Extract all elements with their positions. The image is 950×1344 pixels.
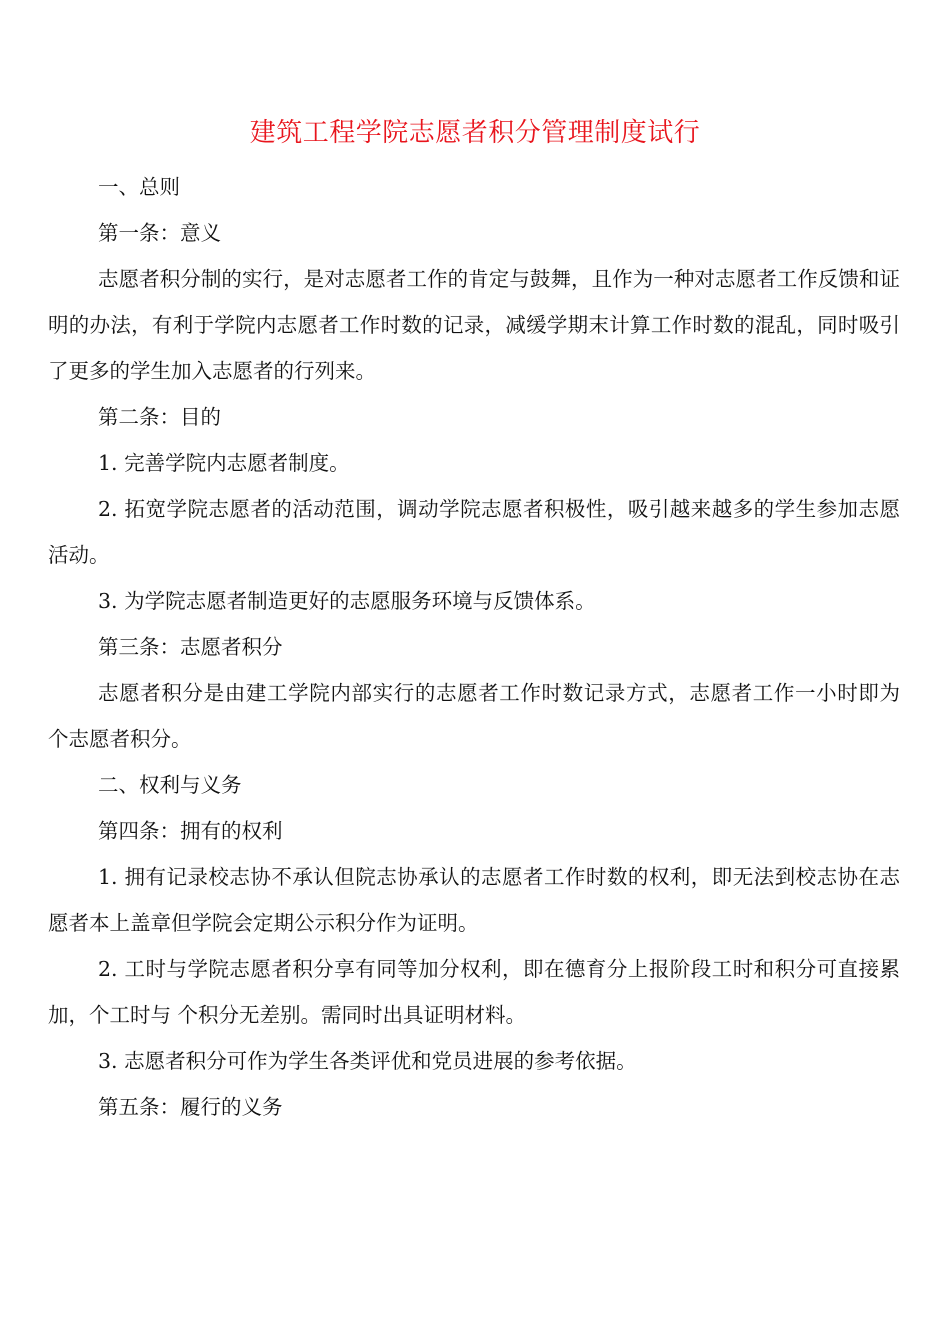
- article-5-heading: 第五条：履行的义务: [98, 1095, 283, 1119]
- article-2-heading: 第二条：目的: [98, 405, 221, 429]
- article-1-body: 志愿者积分制的实行，是对志愿者工作的肯定与鼓舞，且作为一种对志愿者工作反馈和证明的办法，有利于学院内志愿者工作时数的记录，减缓学期末计算工作时数的混乱，同时吸引了更多的学生加入志愿者的行列来。: [48, 267, 900, 383]
- article-2-item-2: 2. 拓宽学院志愿者的活动范围，调动学院志愿者积极性，吸引越来越多的学生参加志愿活动。: [48, 497, 900, 567]
- document-title: 建筑工程学院志愿者积分管理制度试行: [249, 118, 701, 148]
- article-2-item-3: 3. 为学院志愿者制造更好的志愿服务环境与反馈体系。: [98, 589, 596, 613]
- article-1-heading: 第一条：意义: [98, 221, 221, 245]
- section-heading-general: 一、总则: [98, 175, 180, 199]
- article-3-heading: 第三条：志愿者积分: [98, 635, 283, 659]
- section-heading-rights-duties: 二、权利与义务: [98, 773, 242, 797]
- article-4-item-3: 3. 志愿者积分可作为学生各类评优和党员进展的参考依据。: [98, 1049, 637, 1073]
- article-4-item-2: 2. 工时与学院志愿者积分享有同等加分权利，即在德育分上报阶段工时和积分可直接累加，个工时与 个积分无差别。需同时出具证明材料。: [48, 957, 900, 1027]
- article-4-item-1: 1. 拥有记录校志协不承认但院志协承认的志愿者工作时数的权利，即无法到校志协在志愿者本上盖章但学院会定期公示积分作为证明。: [48, 865, 900, 935]
- article-4-heading: 第四条：拥有的权利: [98, 819, 283, 843]
- article-2-item-1: 1. 完善学院内志愿者制度。: [98, 451, 350, 475]
- article-3-body: 志愿者积分是由建工学院内部实行的志愿者工作时数记录方式，志愿者工作一小时即为 个志愿者积分。: [48, 681, 900, 751]
- document-body: [48, 164, 900, 1130]
